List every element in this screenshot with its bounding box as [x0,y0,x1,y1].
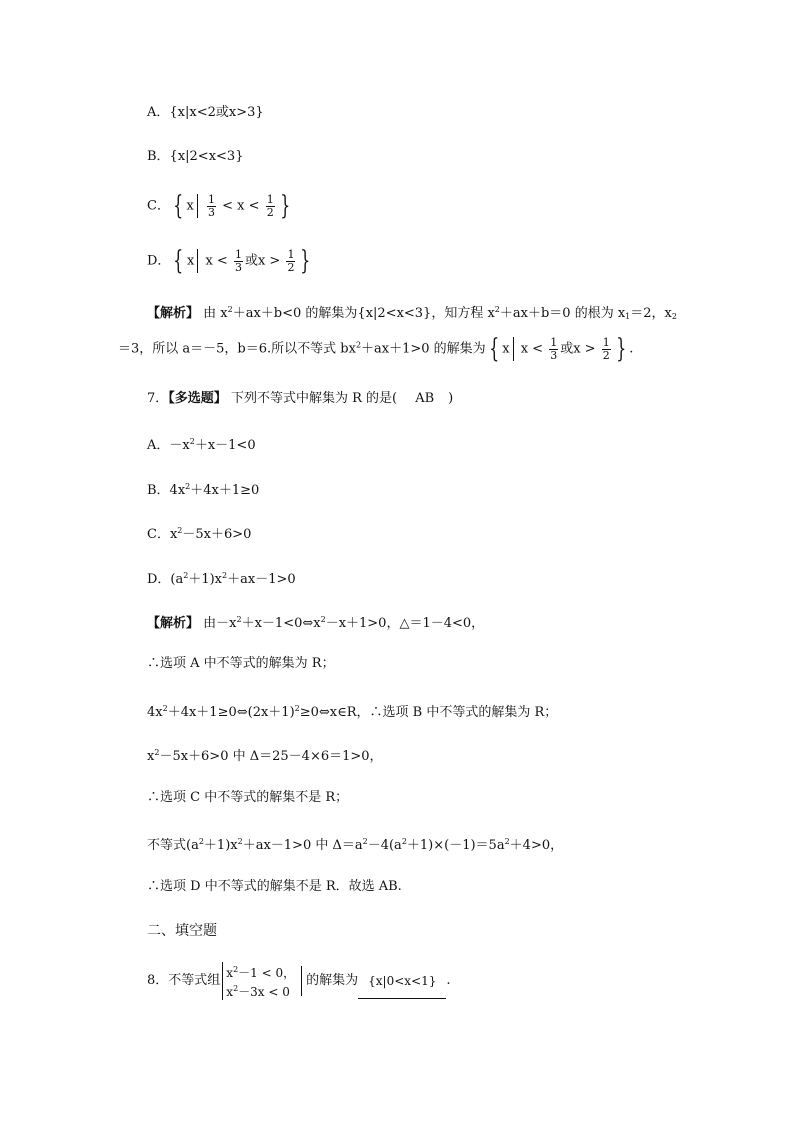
q8-mid: 的解集为 [306,973,359,988]
lt-sign: < [222,198,234,214]
q7-analysis-line-2: ∴选项 A 中不等式的解集为 R； [147,656,335,671]
q7-option-b: B．$4x^2+4x+1\ge 0$ [147,482,260,498]
q6-analysis-line-1 [147,301,677,326]
left-brace: { [173,191,184,221]
fraction-1-2: $\frac{1}{2}$ [602,335,610,362]
q7-option-d: D．$(a^2+1)x^2+ax-1>0$ [147,571,296,587]
analysis-text: ＝3，所以 a＝－5，b＝6.所以不等式 bx [118,341,356,357]
left-brace: { [173,246,184,276]
section-heading: 二、填空题 [147,923,217,939]
analysis-label: 【解析】 [147,306,200,321]
analysis-text: ＝2，x [630,306,672,321]
superscript: 2 [227,305,233,314]
q6-option-c [147,193,293,219]
superscript: 2 [355,340,362,350]
q6-option-c-prefix: C． [147,198,170,214]
system-right-bar [301,966,302,996]
q6-option-d-prefix: D． [147,253,171,269]
fraction-1-3: $\frac{1}{3}$ [207,192,215,219]
right-brace: } [280,191,290,221]
q7-analysis-line-4: $x^2-5x+6>0$ 中 Δ＝25－4×6＝1>0， [147,748,383,764]
set-var: x [502,341,510,357]
q6-option-d [147,248,314,274]
set-bar [513,337,514,361]
superscript: 2 [494,305,500,314]
q7-analysis-line-3: $4x^2+4x+1\ge 0\Leftrightarrow(2x+1)^2\ge 0\Leftrightarrow x\in R$，∴选项 B 中不等式的解集为 R； [147,704,558,720]
q6-option-d-body: x < [205,253,228,269]
analysis-text: ＋ax＋b＝0 的根为 x [499,306,626,321]
question-number: 7． [147,391,169,406]
analysis-text: ＋ax＋b<0 的解集为{x|2<x<3}，知方程 x [232,306,495,321]
right-brace: } [616,334,626,364]
analysis-text: 或x > [560,341,596,357]
analysis-label: 【解析】 [147,616,200,631]
q7-title [147,390,453,408]
q8-prefix: 8．不等式组 [147,973,221,988]
fraction-1-2: $\frac{1}{2}$ [266,192,274,219]
fraction-1-2: $\frac{1}{2}$ [287,247,295,274]
question-text: 下列不等式中解集为 R 的是( [230,391,398,406]
set-bar [197,249,198,273]
subscript: 1 [625,312,631,321]
subscript: 2 [671,312,677,321]
q6-option-b: B．{x|2<x<3} [147,149,244,164]
q6-option-d-or: 或x > [244,253,281,269]
q6-option-c-mid: x [237,198,245,214]
analysis-text: ＋ax＋1>0 的解集为 [361,341,486,357]
q8-answer: {x|0<x<1} [358,964,446,999]
q6-option-a: A．{x|x<2或x>3} [147,105,264,120]
fraction-1-3: $\frac{1}{3}$ [550,335,558,362]
inequality-system: $x^2-1 < 0$， $x^2-3x < 0$ [222,962,295,1000]
left-brace: { [488,334,499,364]
question-type-label: 【多选题】 [168,391,227,406]
q6-option-c-var: x [186,198,194,214]
q6-option-d-var: x [186,253,195,269]
set-bar [197,194,198,218]
q7-analysis-line-6: 不等式$(a^2+1)x^2+ax-1>0$ 中 $\Delta=a^2-4(a^2+1)\times(-1)=5a^2+4>0$， [147,837,564,853]
lt-sign: < [248,198,260,214]
q7-option-a: A．$-x^2+x-1<0$ [147,437,256,453]
period: . [446,973,451,988]
analysis-text: 由 x [203,306,228,321]
q7-analysis-line-7: ∴选项 D 中不等式的解集不是 R．故选 AB. [147,879,402,894]
q7-analysis-line-1: 【解析】 由$-x^2+x-1<0\Leftrightarrow x^2-x+1>0$，△＝1－4<0， [147,615,485,631]
period: . [629,341,634,357]
q7-option-c: C．$x^2-5x+6>0$ [147,526,252,542]
question-answer: AB [415,391,435,406]
q8 [147,962,451,1000]
question-close: ) [448,391,454,406]
fraction-1-3: $\frac{1}{3}$ [234,247,242,274]
right-brace: } [300,246,311,276]
q7-analysis-line-5: ∴选项 C 中不等式的解集不是 R； [147,790,349,805]
analysis-text: x < [520,341,544,357]
q6-analysis-line-2 [118,336,633,362]
